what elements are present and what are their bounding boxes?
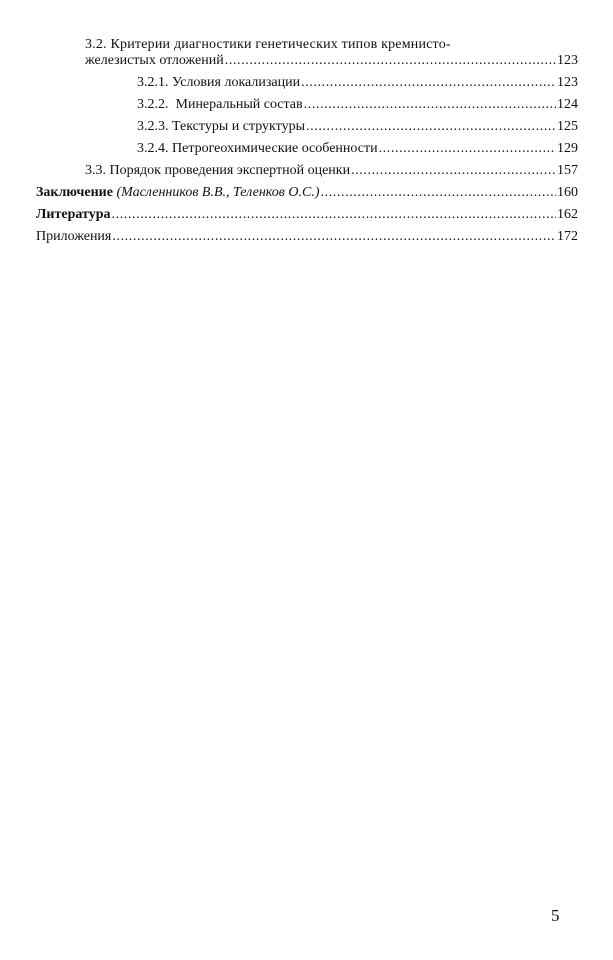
toc-page-number: 157 [557, 163, 578, 178]
dot-leader [304, 96, 556, 114]
dot-leader [351, 162, 556, 180]
toc-entry-3-2-2[interactable] [137, 94, 578, 114]
toc-entry-title: 3.2.1. Условия локализации [137, 75, 301, 90]
toc-page-number: 162 [557, 207, 578, 222]
toc-entry-3-2[interactable] [85, 50, 578, 70]
toc-page-number: 129 [557, 141, 578, 156]
page-number: 5 [551, 906, 560, 925]
toc-entry-title: Приложения [36, 229, 112, 244]
toc-entry-3-3[interactable] [85, 160, 578, 180]
dot-leader [306, 118, 556, 136]
toc-entry-title: 3.2.2. Минеральный состав [137, 97, 303, 112]
dot-leader [225, 52, 556, 70]
toc-entry-title [36, 184, 320, 202]
toc-entry-3-2-4[interactable] [137, 138, 578, 158]
conclusion-authors: (Масленников В.В., Теленков О.С.) [116, 185, 320, 200]
dot-leader [379, 140, 556, 158]
toc-entry-3-2-title-line2: железистых отложений [85, 53, 224, 68]
toc-page-number: 172 [557, 229, 578, 244]
table-of-contents [0, 0, 613, 260]
toc-page-number: 123 [557, 53, 578, 68]
conclusion-heading: Заключение [36, 185, 113, 200]
dot-leader [112, 228, 556, 246]
dot-leader [301, 74, 556, 92]
toc-entry-3-2-3[interactable] [137, 116, 578, 136]
toc-entry-3-2-title-line1: 3.2. Критерии диагностики генетических типов кремнисто- [85, 37, 451, 52]
toc-entry-appendices[interactable] [36, 226, 578, 246]
toc-entry-title: Литература [36, 207, 111, 222]
toc-entry-title: 3.2.3. Текстуры и структуры [137, 119, 306, 134]
toc-entry-conclusion[interactable] [36, 182, 578, 202]
dot-leader [112, 206, 557, 224]
toc-entry-title: 3.3. Порядок проведения экспертной оценки [85, 163, 351, 178]
toc-entry-title: 3.2.4. Петрогеохимические особенности [137, 141, 378, 156]
toc-entry-3-2-1[interactable] [137, 72, 578, 92]
toc-page-number: 125 [557, 119, 578, 134]
toc-page-number: 160 [557, 185, 578, 200]
toc-entry-literature[interactable] [36, 204, 578, 224]
dot-leader [321, 184, 557, 202]
toc-page-number: 123 [557, 75, 578, 90]
toc-page-number: 124 [557, 97, 578, 112]
